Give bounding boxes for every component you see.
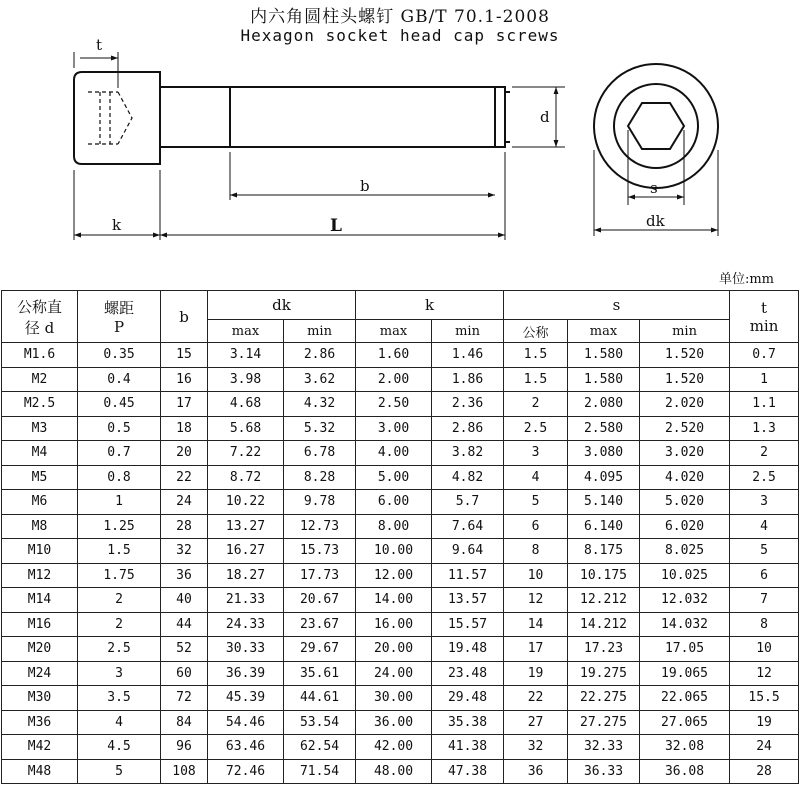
header-s-min: min — [640, 320, 730, 343]
table-cell: 17.23 — [568, 637, 640, 662]
table-cell: 10 — [730, 637, 799, 662]
table-row — [2, 637, 799, 662]
table-row — [2, 710, 799, 735]
table-cell: M48 — [2, 759, 78, 784]
table-cell: 2.5 — [730, 465, 799, 490]
table-cell: 29.67 — [284, 637, 356, 662]
table-cell: 29.48 — [432, 686, 504, 711]
table-cell: 17.05 — [640, 637, 730, 662]
table-cell: 15.57 — [432, 612, 504, 637]
table-cell: 8.00 — [356, 514, 432, 539]
table-cell: 20 — [161, 441, 208, 466]
table-cell: 5.68 — [208, 416, 284, 441]
table-cell: 4.020 — [640, 465, 730, 490]
table-cell: 32 — [161, 539, 208, 564]
table-cell: 48.00 — [356, 759, 432, 784]
title-chinese: 内六角圆柱头螺钉 GB/T 70.1-2008 — [250, 7, 550, 27]
table-cell: 45.39 — [208, 686, 284, 711]
table-cell: M8 — [2, 514, 78, 539]
dim-label-k: k — [112, 216, 122, 234]
table-cell: 1.580 — [568, 367, 640, 392]
table-cell: 1 — [730, 367, 799, 392]
table-cell: 19 — [730, 710, 799, 735]
table-cell: 24 — [730, 735, 799, 760]
table-cell: 1.520 — [640, 367, 730, 392]
table-cell: 6.00 — [356, 490, 432, 515]
table-cell: 12.00 — [356, 563, 432, 588]
table-cell: 3.080 — [568, 441, 640, 466]
table-cell: 7 — [730, 588, 799, 613]
table-cell: 5.140 — [568, 490, 640, 515]
table-cell: 3 — [504, 441, 568, 466]
table-cell: 14.00 — [356, 588, 432, 613]
table-cell: 1.46 — [432, 343, 504, 368]
table-cell: 6 — [730, 563, 799, 588]
table-row — [2, 514, 799, 539]
table-cell: M24 — [2, 661, 78, 686]
header-s: s — [504, 291, 730, 320]
table-cell: 28 — [161, 514, 208, 539]
table-cell: 1.1 — [730, 392, 799, 417]
table-cell: 15 — [161, 343, 208, 368]
table-cell: 8 — [730, 612, 799, 637]
table-cell: M30 — [2, 686, 78, 711]
table-cell: 21.33 — [208, 588, 284, 613]
table-body — [2, 343, 799, 784]
table-cell: 28 — [730, 759, 799, 784]
table-cell: 2.86 — [284, 343, 356, 368]
table-cell: 2.00 — [356, 367, 432, 392]
screw-drawing — [0, 0, 800, 262]
table-cell: 9.64 — [432, 539, 504, 564]
table-cell: M16 — [2, 612, 78, 637]
table-cell: 71.54 — [284, 759, 356, 784]
table-cell: 18 — [161, 416, 208, 441]
table-cell: 60 — [161, 661, 208, 686]
table-cell: 5 — [730, 539, 799, 564]
table-cell: M42 — [2, 735, 78, 760]
table-cell: 3.98 — [208, 367, 284, 392]
table-cell: 13.57 — [432, 588, 504, 613]
table-cell: 8.025 — [640, 539, 730, 564]
dim-label-s: s — [650, 179, 658, 197]
header-dk: dk — [208, 291, 356, 320]
table-cell: 24 — [161, 490, 208, 515]
table-cell: 2 — [730, 441, 799, 466]
table-cell: 42.00 — [356, 735, 432, 760]
table-cell: 1.5 — [504, 343, 568, 368]
dim-label-t: t — [96, 36, 103, 54]
table-cell: 40 — [161, 588, 208, 613]
table-cell: 4.095 — [568, 465, 640, 490]
table-cell: 3.14 — [208, 343, 284, 368]
header-nominal-diameter: 公称直 径 d — [2, 291, 78, 343]
table-cell: 1.3 — [730, 416, 799, 441]
table-cell: M14 — [2, 588, 78, 613]
table-cell: 8.28 — [284, 465, 356, 490]
table-cell: 1.25 — [78, 514, 161, 539]
table-cell: 5.7 — [432, 490, 504, 515]
table-cell: 4 — [78, 710, 161, 735]
table-cell: 0.5 — [78, 416, 161, 441]
table-cell: 63.46 — [208, 735, 284, 760]
table-cell: M6 — [2, 490, 78, 515]
table-cell: 2.86 — [432, 416, 504, 441]
table-row — [2, 735, 799, 760]
table-row — [2, 563, 799, 588]
table-cell: 17 — [504, 637, 568, 662]
table-cell: 10.00 — [356, 539, 432, 564]
table-cell: 54.46 — [208, 710, 284, 735]
table-cell: 12.73 — [284, 514, 356, 539]
header-k-max: max — [356, 320, 432, 343]
table-cell: 0.7 — [730, 343, 799, 368]
table-row — [2, 441, 799, 466]
header-s-max: max — [568, 320, 640, 343]
table-cell: M5 — [2, 465, 78, 490]
table-cell: 16 — [161, 367, 208, 392]
table-cell: 1.580 — [568, 343, 640, 368]
table-cell: 4.5 — [78, 735, 161, 760]
table-cell: 2.580 — [568, 416, 640, 441]
table-cell: 14 — [504, 612, 568, 637]
table-row — [2, 490, 799, 515]
table-cell: 2 — [78, 612, 161, 637]
table-cell: 5 — [78, 759, 161, 784]
table-cell: 2.020 — [640, 392, 730, 417]
table-cell: 96 — [161, 735, 208, 760]
table-cell: 53.54 — [284, 710, 356, 735]
table-cell: 6.020 — [640, 514, 730, 539]
table-cell: 16.00 — [356, 612, 432, 637]
unit-label: 单位:mm — [718, 272, 774, 287]
dim-label-L: L — [330, 216, 342, 236]
table-cell: 12 — [730, 661, 799, 686]
table-row — [2, 367, 799, 392]
table-cell: 22.065 — [640, 686, 730, 711]
table-cell: 5.00 — [356, 465, 432, 490]
table-cell: 36 — [161, 563, 208, 588]
table-cell: 4 — [504, 465, 568, 490]
table-cell: 2.5 — [78, 637, 161, 662]
table-cell: 1.520 — [640, 343, 730, 368]
table-cell: 4.32 — [284, 392, 356, 417]
dimension-table — [1, 290, 799, 784]
table-cell: 72.46 — [208, 759, 284, 784]
table-cell: 17 — [161, 392, 208, 417]
table-cell: 35.61 — [284, 661, 356, 686]
table-cell: 2.50 — [356, 392, 432, 417]
table-cell: 6.78 — [284, 441, 356, 466]
table-cell: 52 — [161, 637, 208, 662]
table-cell: 41.38 — [432, 735, 504, 760]
table-cell: 22 — [161, 465, 208, 490]
table-cell: 3.82 — [432, 441, 504, 466]
table-cell: 10.175 — [568, 563, 640, 588]
table-cell: 9.78 — [284, 490, 356, 515]
table-cell: 4.00 — [356, 441, 432, 466]
table-row — [2, 539, 799, 564]
table-cell: M2.5 — [2, 392, 78, 417]
table-cell: 19.48 — [432, 637, 504, 662]
table-row — [2, 416, 799, 441]
table-cell: 5 — [504, 490, 568, 515]
table-cell: 0.8 — [78, 465, 161, 490]
table-row — [2, 686, 799, 711]
table-cell: 4.68 — [208, 392, 284, 417]
table-cell: 11.57 — [432, 563, 504, 588]
table-cell: 2.5 — [504, 416, 568, 441]
table-cell: 47.38 — [432, 759, 504, 784]
table-cell: 27.275 — [568, 710, 640, 735]
header-dk-max: max — [208, 320, 284, 343]
table-cell: 36.00 — [356, 710, 432, 735]
table-cell: 1 — [78, 490, 161, 515]
table-cell: 13.27 — [208, 514, 284, 539]
table-cell: 30.33 — [208, 637, 284, 662]
table-cell: 0.45 — [78, 392, 161, 417]
table-cell: 4 — [730, 514, 799, 539]
table-cell: 2.36 — [432, 392, 504, 417]
table-cell: 20.67 — [284, 588, 356, 613]
table-cell: M4 — [2, 441, 78, 466]
table-cell: 19.065 — [640, 661, 730, 686]
table-cell: 24.33 — [208, 612, 284, 637]
table-cell: 27.065 — [640, 710, 730, 735]
table-cell: 1.5 — [78, 539, 161, 564]
table-cell: 3 — [730, 490, 799, 515]
header-k: k — [356, 291, 504, 320]
table-row — [2, 661, 799, 686]
header-k-min: min — [432, 320, 504, 343]
table-cell: 20.00 — [356, 637, 432, 662]
table-cell: 35.38 — [432, 710, 504, 735]
table-cell: 44.61 — [284, 686, 356, 711]
table-cell: 19 — [504, 661, 568, 686]
header-dk-min: min — [284, 320, 356, 343]
table-cell: M10 — [2, 539, 78, 564]
table-cell: 22.275 — [568, 686, 640, 711]
table-cell: 30.00 — [356, 686, 432, 711]
table-cell: 108 — [161, 759, 208, 784]
table-cell: 17.73 — [284, 563, 356, 588]
table-cell: 12 — [504, 588, 568, 613]
table-cell: 36.08 — [640, 759, 730, 784]
table-cell: 3 — [78, 661, 161, 686]
table-row — [2, 588, 799, 613]
table-cell: M20 — [2, 637, 78, 662]
table-row — [2, 392, 799, 417]
table-cell: 1.60 — [356, 343, 432, 368]
table-cell: 44 — [161, 612, 208, 637]
table-row — [2, 612, 799, 637]
dim-label-d: d — [540, 108, 550, 126]
table-cell: M2 — [2, 367, 78, 392]
table-cell: 12.032 — [640, 588, 730, 613]
table-row — [2, 759, 799, 784]
table-cell: 3.00 — [356, 416, 432, 441]
table-cell: 32 — [504, 735, 568, 760]
header-t-min: t min — [730, 291, 799, 343]
table-cell: 8.72 — [208, 465, 284, 490]
table-cell: 0.35 — [78, 343, 161, 368]
table-cell: 18.27 — [208, 563, 284, 588]
title-english: Hexagon socket head cap screws — [240, 26, 560, 45]
table-cell: M3 — [2, 416, 78, 441]
dim-label-b: b — [360, 177, 370, 195]
table-cell: 4.82 — [432, 465, 504, 490]
table-cell: 5.32 — [284, 416, 356, 441]
table-row — [2, 343, 799, 368]
table-cell: 84 — [161, 710, 208, 735]
table-cell: 19.275 — [568, 661, 640, 686]
table-cell: 2 — [504, 392, 568, 417]
table-cell: 22 — [504, 686, 568, 711]
table-cell: 1.5 — [504, 367, 568, 392]
table-cell: 36.33 — [568, 759, 640, 784]
table-cell: M12 — [2, 563, 78, 588]
header-pitch: 螺距 P — [78, 291, 161, 343]
table-cell: 36.39 — [208, 661, 284, 686]
dim-label-dk: dk — [646, 212, 665, 230]
table-cell: 10.025 — [640, 563, 730, 588]
header-s-nominal: 公称 — [504, 320, 568, 343]
table-cell: 12.212 — [568, 588, 640, 613]
table-cell: 2.520 — [640, 416, 730, 441]
table-cell: 32.08 — [640, 735, 730, 760]
table-row — [2, 465, 799, 490]
table-cell: 72 — [161, 686, 208, 711]
table-cell: 1.75 — [78, 563, 161, 588]
table-cell: 14.032 — [640, 612, 730, 637]
table-cell: 8 — [504, 539, 568, 564]
table-cell: 36 — [504, 759, 568, 784]
table-cell: 0.7 — [78, 441, 161, 466]
table-cell: 14.212 — [568, 612, 640, 637]
table-cell: 2 — [78, 588, 161, 613]
table-cell: 8.175 — [568, 539, 640, 564]
table-cell: 10 — [504, 563, 568, 588]
table-cell: 27 — [504, 710, 568, 735]
table-cell: 15.5 — [730, 686, 799, 711]
table-cell: 3.5 — [78, 686, 161, 711]
table-cell: 16.27 — [208, 539, 284, 564]
table-cell: 15.73 — [284, 539, 356, 564]
table-cell: 0.4 — [78, 367, 161, 392]
table-cell: 2.080 — [568, 392, 640, 417]
table-cell: 23.48 — [432, 661, 504, 686]
table-cell: 3.020 — [640, 441, 730, 466]
table-cell: M1.6 — [2, 343, 78, 368]
table-cell: 62.54 — [284, 735, 356, 760]
table-cell: M36 — [2, 710, 78, 735]
table-cell: 7.22 — [208, 441, 284, 466]
table-cell: 32.33 — [568, 735, 640, 760]
header-b: b — [161, 291, 208, 343]
table-cell: 3.62 — [284, 367, 356, 392]
table-cell: 10.22 — [208, 490, 284, 515]
table-cell: 24.00 — [356, 661, 432, 686]
table-cell: 1.86 — [432, 367, 504, 392]
table-cell: 23.67 — [284, 612, 356, 637]
table-cell: 6 — [504, 514, 568, 539]
table-cell: 6.140 — [568, 514, 640, 539]
table-cell: 7.64 — [432, 514, 504, 539]
table-cell: 5.020 — [640, 490, 730, 515]
